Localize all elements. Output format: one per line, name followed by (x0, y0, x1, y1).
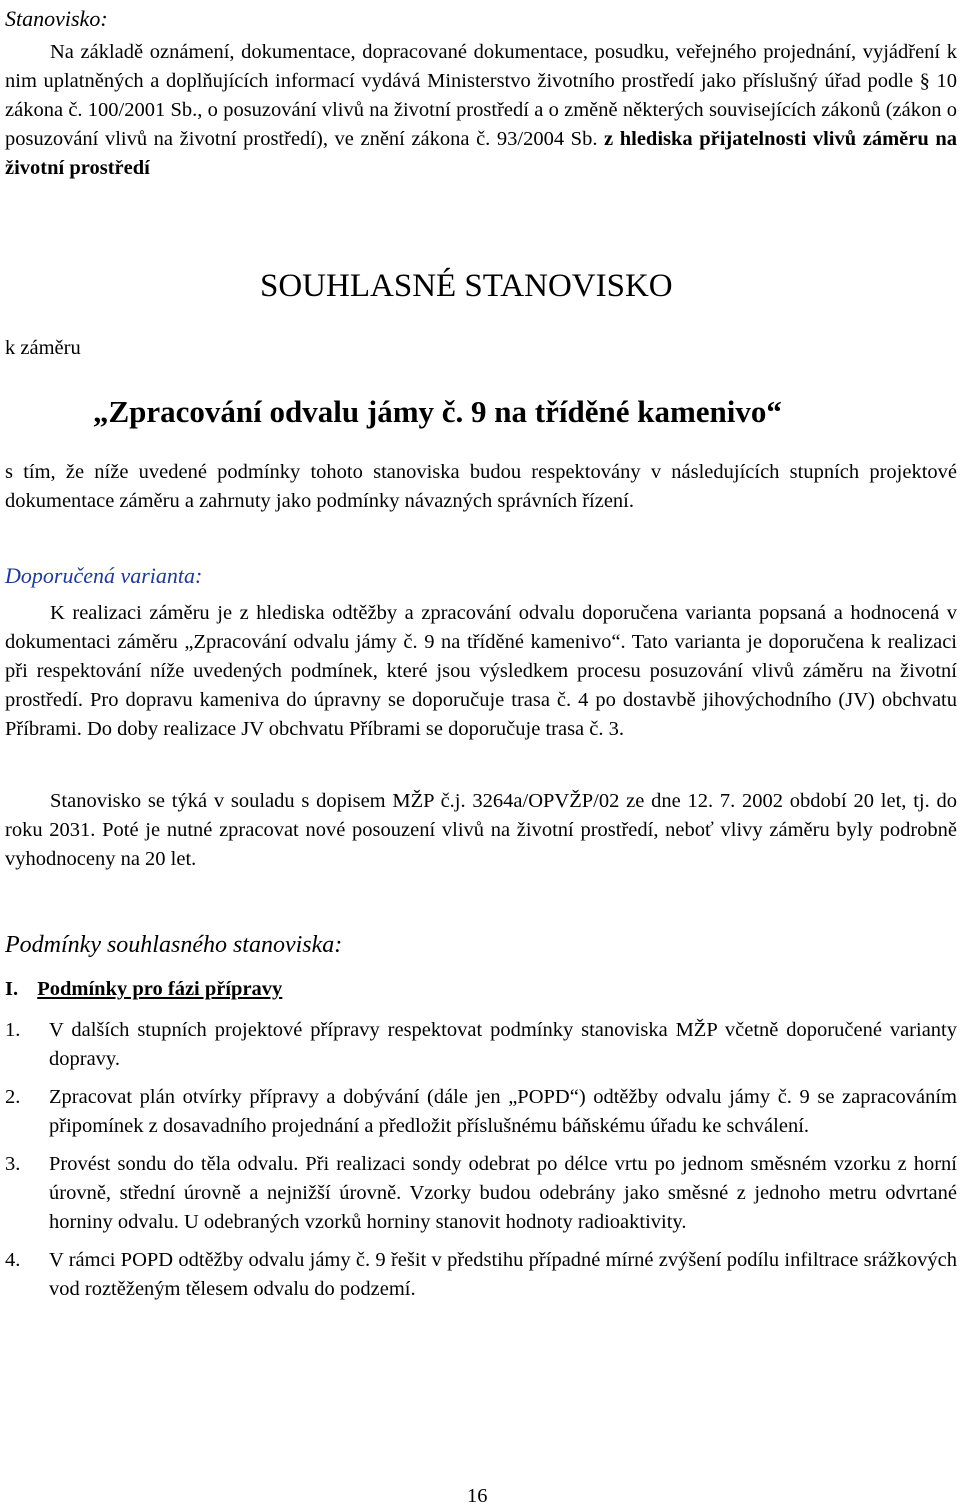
doporucena-heading: Doporučená varianta: (5, 563, 203, 588)
section-I-heading (5, 975, 282, 1004)
condition-number: 3. (5, 1153, 21, 1175)
podminky-heading: Podmínky souhlasného stanoviska: (5, 932, 343, 958)
condition-item (5, 1246, 957, 1304)
intro-paragraph (5, 38, 957, 183)
condition-number: 4. (5, 1249, 21, 1271)
condition-item (5, 1150, 957, 1237)
conditions-list (5, 1016, 957, 1313)
condition-text: Zpracovat plán otvírky přípravy a dobývání (dále jen „POPD“) odtěžby odvalu jámy č. 9 se zapracováním připomínek z dosavadního projednání a předložit příslušnému báňskému úřadu ke schválení. (49, 1086, 957, 1137)
intro-bold-text: z hlediska přijatelnosti vlivů záměru na životní prostředí (5, 128, 957, 179)
souhlasne-stanovisko-title: SOUHLASNÉ STANOVISKO (260, 268, 673, 304)
condition-text: Provést sondu do těla odvalu. Při realizaci sondy odebrat po délce vrtu po jednom směsném vzorku z horní úrovně, střední úrovně a nejnižší úrovně. Vzorky budou odebrány jako směsné z jednoho metru odvrtané horniny odvalu. U odebraných vzorků horniny stanovit hodnoty radioaktivity. (49, 1153, 957, 1233)
k-zameru-label: k záměru (5, 337, 81, 359)
page-number: 16 (467, 1485, 488, 1507)
condition-text: V rámci POPD odtěžby odvalu jámy č. 9 řešit v předstihu případné mírné zvýšení podílu infiltrace srážkových vod roztěženým tělesem odvalu do podzemí. (49, 1249, 957, 1300)
condition-number: 2. (5, 1086, 21, 1108)
stanovisko-heading: Stanovisko: (5, 6, 108, 31)
doporucena-paragraph-2: Stanovisko se týká v souladu s dopisem MŽP č.j. 3264a/OPVŽP/02 ze dne 12. 7. 2002 období 20 let, tj. do roku 2031. Poté je nutné zpracovat nové posouzení vlivů na životní prostředí, neboť vlivy záměru byly podrobně vyhodnoceny na 20 let. (5, 790, 957, 870)
condition-item (5, 1016, 957, 1074)
section-I-title: Podmínky pro fázi přípravy (37, 978, 283, 1000)
condition-number: 1. (5, 1019, 21, 1041)
condition-item (5, 1083, 957, 1141)
section-I-number: I. (5, 978, 19, 1000)
intro-text: Na základě oznámení, dokumentace, dopracované dokumentace, posudku, veřejného projednání, vyjádření k nim uplatněných a doplňujících informací vydává Ministerstvo životního prostředí jako příslušný úřad podle § 10 zákona č. 100/2001 Sb., o posuzování vlivů na životní prostředí a o změně některých souvisejících zákonů (zákon o posuzování vlivů na životní prostředí), ve znění zákona č. 93/2004 Sb. (5, 41, 957, 150)
project-title: „Zpracování odvalu jámy č. 9 na tříděné kamenivo“ (93, 394, 782, 429)
conditions-note: s tím, že níže uvedené podmínky tohoto stanoviska budou respektovány v následujících stupních projektové dokumentace záměru a zahrnuty jako podmínky návazných správních řízení. (5, 461, 957, 512)
condition-text: V dalších stupních projektové přípravy respektovat podmínky stanoviska MŽP včetně doporučené varianty dopravy. (49, 1019, 957, 1070)
doporucena-paragraph-1: K realizaci záměru je z hlediska odtěžby a zpracování odvalu doporučena varianta popsaná a hodnocená v dokumentaci záměru „Zpracování odvalu jámy č. 9 na tříděné kamenivo“. Tato varianta je doporučena k realizaci při respektování níže uvedených podmínek, které jsou výsledkem procesu posuzování vlivů záměru na životní prostředí. Pro dopravu kameniva do úpravny se doporučuje trasa č. 4 po dostavbě jihovýchodního (JV) obchvatu Příbrami. Do doby realizace JV obchvatu Příbrami se doporučuje trasa č. 3. (5, 602, 957, 740)
